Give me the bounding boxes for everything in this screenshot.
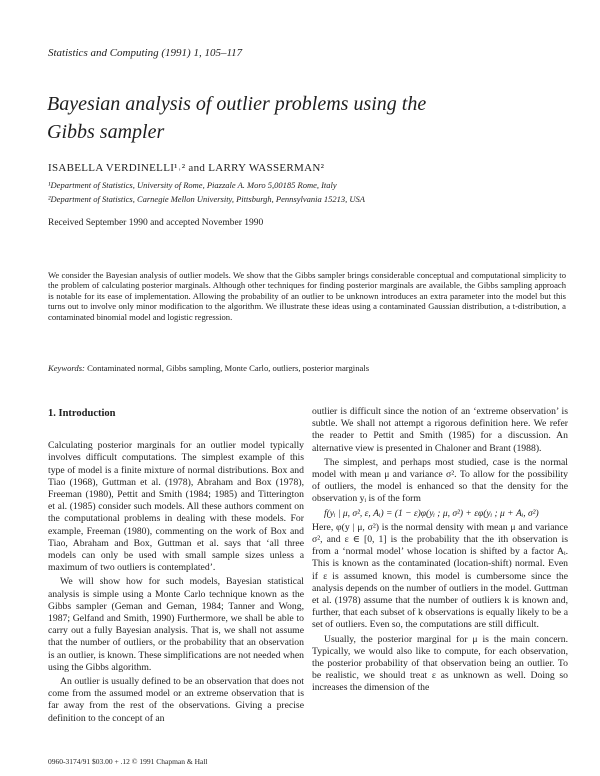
keywords-label: Keywords:: [48, 363, 85, 373]
left-column: [48, 408, 304, 725]
keywords: [48, 363, 566, 373]
affiliation-1: ¹Department of Statistics, University of Rome, Piazzale A. Moro 5,00185 Rome, Italy: [48, 180, 337, 190]
affiliation-2: ²Department of Statistics, Carnegie Mellon University, Pittsburgh, Pennsylvania 15213, USA: [48, 194, 365, 204]
right-column: [312, 406, 568, 695]
abstract: We consider the Bayesian analysis of outlier models. We show that the Gibbs sampler brings considerable conceptual and computational simplicity to the problem of calculating posterior marginals. Although other techniques for finding posterior marginals are available, the Gibbs sampling approach is notable for its ease of implementation. Allowing the probability of an outlier to be unknown introduces an extra parameter into the model but this turns out to involve only minor modification to the algorithm. We illustrate these ideas using a contaminated Gaussian distribution, a t-distribution, a contaminated binomial model and logistic regression.: [48, 270, 566, 322]
paragraph: The simplest, and perhaps most studied, case is the normal model with mean μ and variance σ². To allow for the possibility of outliers, the model is enhanced so that the density for the observation yᵢ is of the form: [312, 456, 568, 505]
paragraph: Usually, the posterior marginal for μ is the main concern. Typically, we would also like to compute, for each observation, the posterior probability of that observation being an outlier. To be realistic, we should treat ε as unknown as well. Doing so increases the dimension of the: [312, 633, 568, 694]
authors: ISABELLA VERDINELLI¹˒² and LARRY WASSERMAN²: [48, 162, 325, 174]
paragraph: Here, φ(y | μ, σ²) is the normal density with mean μ and variance σ², and ε ∈ [0, 1] is the probability that the ith observation is from a ‘normal model’ whose location is shifted by a factor Aᵢ. This is known as the contaminated (location-shift) normal. Even if ε is assumed known, this model is cumbersome since the analysis depends on the number of outliers in the model. Guttman et al. (1978) assume that the number of outliers k is known and, further, that each subset of k observations is equally likely to be a set of outliers. Even so, the computations are still difficult.: [312, 521, 568, 631]
copyright-footer: 0960-3174/91 $03.00 + .12 © 1991 Chapman & Hall: [48, 757, 208, 766]
paragraph: outlier is difficult since the notion of an ‘extreme observation’ is subtle. We shall not attempt a rigorous definition here. We refer the reader to Pettit and Smith (1985) for a discussion. An alternative view is presented in Chaloner and Brant (1988).: [312, 406, 568, 454]
paragraph: An outlier is usually defined to be an observation that does not come from the assumed model or an extreme observation that is far away from the rest of the observations. Giving a precise definition to the concept of an: [48, 676, 304, 724]
equation: f(yᵢ | μ, σ², ε, Aᵢ) = (1 − ε)φ(yᵢ ; μ, σ²) + εφ(yᵢ ; μ + Aᵢ, σ²): [324, 508, 539, 519]
journal-reference: Statistics and Computing (1991) 1, 105–117: [48, 47, 243, 59]
paragraph: Calculating posterior marginals for an outlier model typically involves difficult computations. The simplest example of this type of model is a finite mixture of normal distributions. Box and Tiao (1968), Guttman et al. (1978), Abraham and Box (1978), Freeman (1980), Pettit and Smith (1984; 1985) and Titterington et al. (1985) consider such models. All these authors comment on the computational problems in dealing with these models. For example, Freeman (1980), commenting on the work of Box and Tiao, Abraham and Box, Guttman et al. says that ‘all three models can only be used with small sample sizes unless a maximum of two outliers is contemplated’.: [48, 440, 304, 574]
section-heading: 1. Introduction: [48, 408, 116, 419]
keywords-text: Contaminated normal, Gibbs sampling, Monte Carlo, outliers, posterior marginals: [87, 363, 370, 373]
received-date: Received September 1990 and accepted November 1990: [48, 218, 264, 228]
paragraph: We will show how for such models, Bayesian statistical analysis is simple using a Monte Carlo technique known as the Gibbs sampler (Geman and Geman, 1984; Tanner and Wong, 1987; Gelfand and Smith, 1990) Furthermore, we shall be able to carry out a fully Bayesian analysis. That is, we shall not assume that the number of outliers, or the probability that an observation is an outlier, is known. These simplifications are not needed when using the Gibbs algorithm.: [48, 576, 304, 673]
paper-title: Bayesian analysis of outlier problems using the Gibbs sampler: [47, 93, 427, 143]
